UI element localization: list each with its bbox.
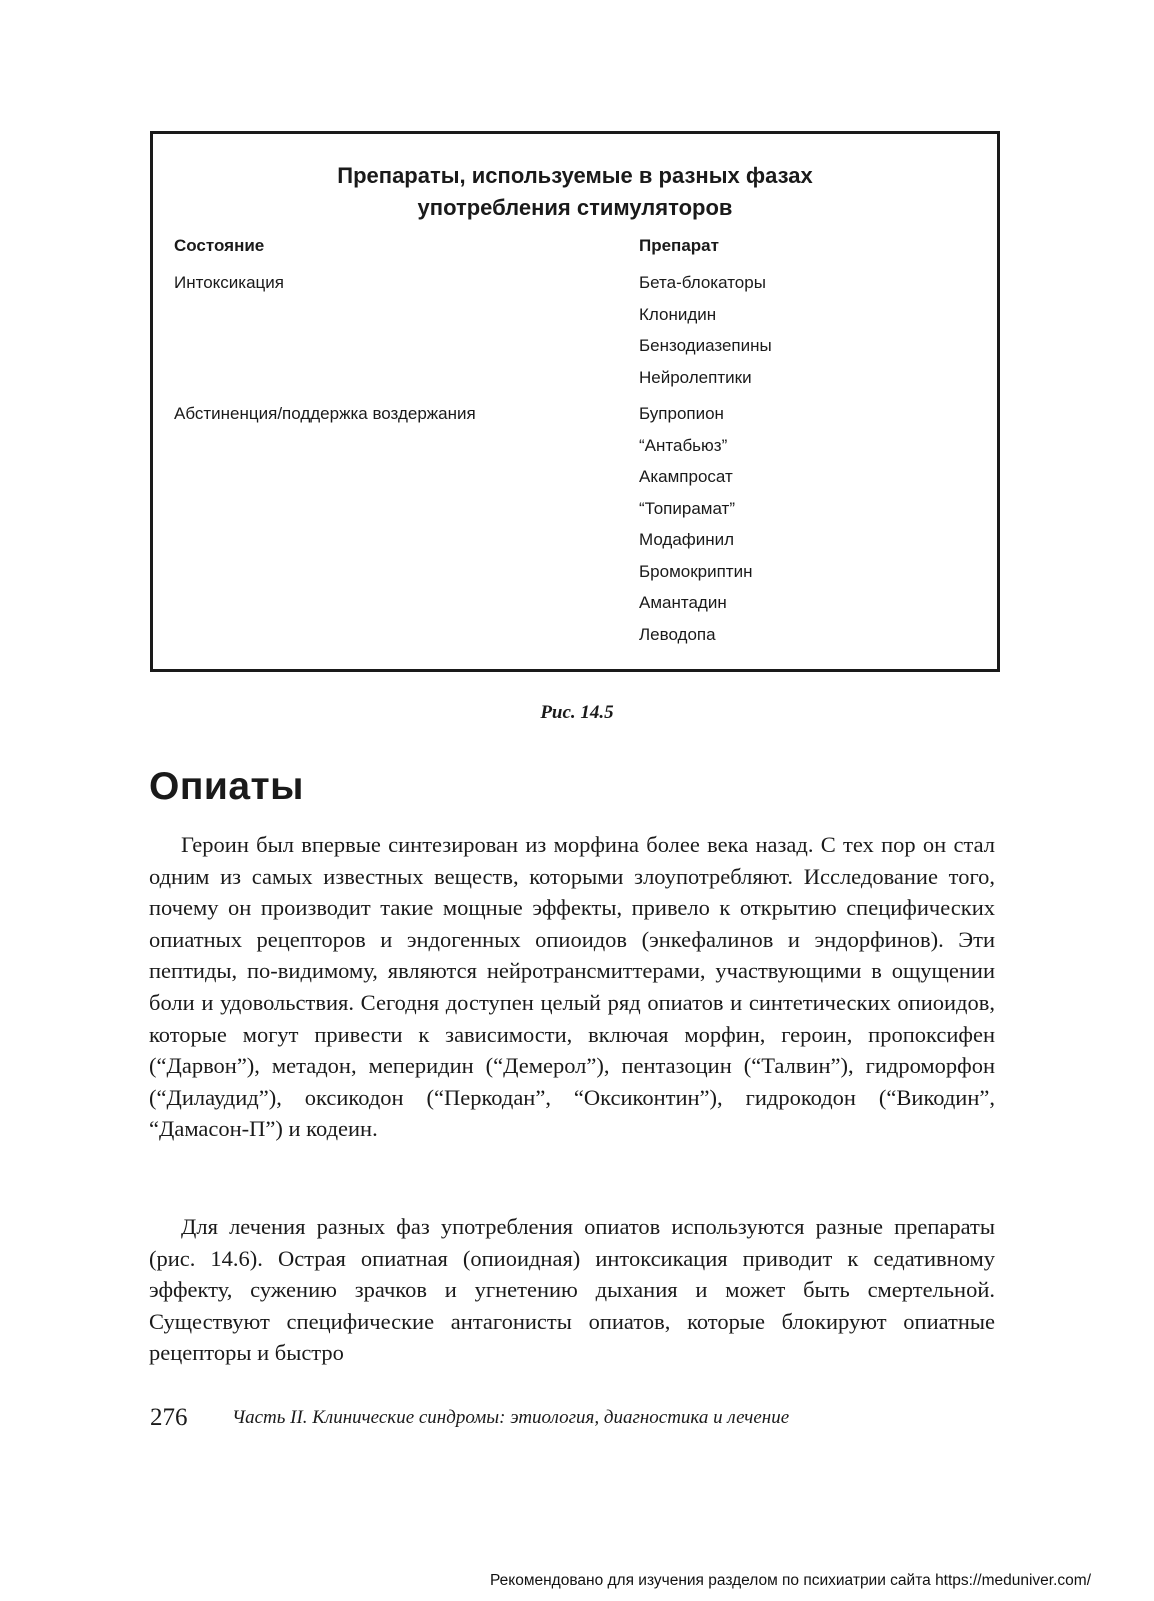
page-number: 276 <box>150 1404 188 1431</box>
condition-intoxication: Интоксикация <box>174 273 284 292</box>
drug-item: Леводопа <box>639 624 716 644</box>
drug-item: Бупропион <box>639 404 724 423</box>
figure-title-line-1: Препараты, используемые в разных фазах <box>337 163 813 188</box>
drug-item: Модафинил <box>639 530 735 549</box>
drug-item: Клонидин <box>639 304 717 324</box>
drug-item: “Антабьюз” <box>639 435 728 455</box>
drug-item: Акампросат <box>639 467 733 486</box>
drug-item: Бензодиазепины <box>639 336 772 355</box>
section-title: Опиаты <box>149 765 304 808</box>
body-paragraph-2: Для лечения разных фаз употребления опиатов используются разные препараты (рис. 14.6). Острая опиатная (опиоидная) интоксикация приводит к седативному эффекту, сужению зрачков и угнетению дыхания и может быть смертельной. Существуют специфические антагонисты опиатов, которые блокируют опиатные рецепторы и быстро <box>149 1214 995 1366</box>
drug-item: Амантадин <box>639 593 727 612</box>
drug-list-withdrawal <box>639 398 752 650</box>
figure-title-line-2: употребления стимуляторов <box>417 195 733 220</box>
figure-title <box>153 160 997 224</box>
figure-caption: Рис. 14.5 <box>540 702 614 723</box>
drug-item: “Топирамат” <box>639 498 735 518</box>
drug-item: Нейролептики <box>639 367 752 387</box>
drug-item: Бета-блокаторы <box>639 273 766 292</box>
running-title: Часть II. Клинические синдромы: этиология, диагностика и лечение <box>232 1407 790 1428</box>
column-header-condition: Состояние <box>174 236 265 255</box>
column-header-drug: Препарат <box>639 236 719 255</box>
condition-withdrawal: Абстиненция/поддержка воздержания <box>174 404 476 423</box>
watermark-text: Рекомендовано для изучения разделом по психиатрии сайта https://meduniver.com/ <box>489 1572 1091 1589</box>
drug-list-intoxication <box>639 267 772 393</box>
body-paragraph-1: Героин был впервые синтезирован из морфина более века назад. С тех пор он стал одним из самых известных веществ, которыми злоупотребляют. Исследование того, почему он производит такие мощные эффекты, привело к открытию специфических опиатных рецепторов и эндогенных опиоидов (энкефалинов и эндорфинов). Эти пептиды, по-видимому, являются нейротрансмиттерами, участвующими в ощущении боли и удовольствия. Сегодня доступен целый ряд опиатов и синтетических опиоидов, которые могут привести к зависимости, включая морфин, героин, пропоксифен (“Дарвон”), метадон, меперидин (“Демерол”), пентазоцин (“Талвин”), гидроморфон (“Дилаудид”), оксикодон (“Перкодан”, “Оксиконтин”), гидрокодон (“Викодин”, “Дамасон-П”) и кодеин. <box>149 832 995 1142</box>
drug-item: Бромокриптин <box>639 561 753 581</box>
figure-table-box <box>150 131 1000 672</box>
